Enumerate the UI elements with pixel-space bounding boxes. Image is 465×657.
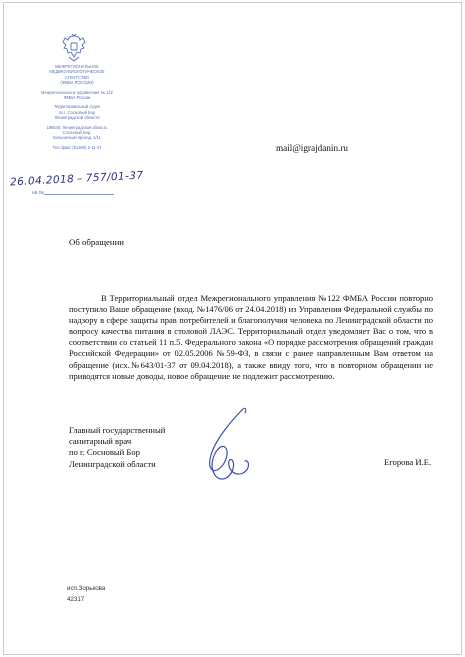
signer-title-line: по г. Сосновый Бор [69,447,140,458]
signer-title [69,425,165,470]
executor-name: исп.Зорькова [67,585,106,592]
letterhead-line: по г. Сосновый Бор [58,109,96,115]
handwritten-registration: 26.04.2018 – 757/01-37 [9,169,144,189]
handwritten-number: 757/01-37 [85,169,144,185]
letterhead-line: АГЕНТСТВО [64,74,90,80]
letterhead-line: Межрегиональное управление № 122 [41,89,113,95]
letterhead-line: МЕЖРЕГИОНАЛЬНОЕ [55,64,99,69]
handwritten-signature-icon [199,403,269,503]
signer-title-line: Главный государственный [69,425,166,435]
letterhead-line: Ленинградской области [54,115,100,121]
coat-of-arms-icon [60,33,88,63]
letterhead-line: ФМБА России [63,95,91,101]
letterhead-line: Тел./факс (81369) 2-11-47 [52,144,102,150]
signer-title-line: санитарный врач [69,436,132,447]
letter-footer [67,583,105,605]
letterhead-line: Территориальный отдел [53,104,101,110]
signer-name: Егорова И.Е. [384,457,432,467]
executor-phone: 42317 [67,596,85,603]
letterhead-line: МЕДИКО-БИОЛОГИЧЕСКОЕ [49,69,105,75]
letterhead-line: Сосновый Бор, [62,130,92,136]
letter-subject: Об обращении [69,237,125,247]
letter-page [3,2,462,655]
reference-field-line [44,193,114,195]
letterhead-text [22,64,132,150]
signer-title-line: Ленинградской области [69,458,156,469]
reference-field-label: на № [32,190,45,196]
letterhead-line: (ФМБА РОССИИ) [60,80,94,86]
handwritten-date: 26.04.2018 [9,173,75,189]
letterhead-line: 188540, Ленинградская область [46,124,108,130]
letter-body: В Территориальный отдел Межрегионального управления №122 ФМБА России повторно поступило Ваше обращение (вход. №1476/06 от 24.04.2018) из Управления Федеральной службы по надзору в сфере защиты прав потребителей и благополучия человека по Ленинградской области по вопросу качества питания в столовой ЛАЭС. Территориальный отдел уведомляет Вас о том, что в соответствии со статьей 11 п.5. Федерального закона «О порядке рассмотрения обращений граждан Российской Федерации» от 02.05.2006 №59-ФЗ, в связи с ранее направленным Вам ответом на обращение (исх.№643/01-37 от 09.04.2018), а также ввиду того, что в повторном обращении не приводятся новые доводы, новое обращение не подлежит рассмотрению. [69,293,433,381]
recipient-email: mail@igrajdanin.ru [276,143,348,153]
letterhead-line: Больничный проезд, 1/11 [53,135,101,141]
